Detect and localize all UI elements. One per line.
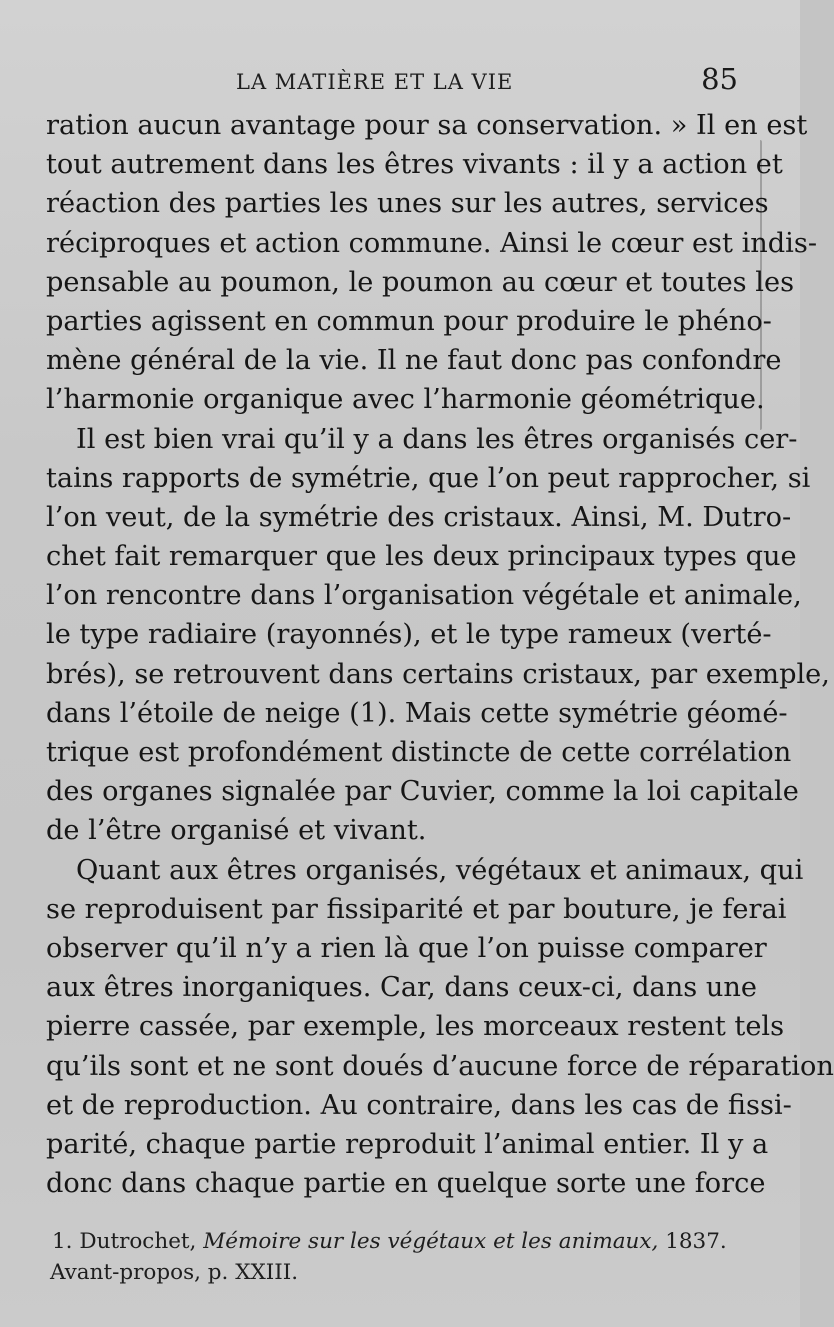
footnote-author: Dutrochet, [79,1229,197,1254]
text-line: tout autrement dans les êtres vivants : il y a action et [46,149,783,181]
text-line: et de reproduction. Au contraire, dans les cas de fissi- [46,1089,792,1121]
text-line: réciproques et action commune. Ainsi le cœur est indis- [46,227,818,259]
text-line: chet fait remarquer que les deux principaux types que [46,541,797,573]
text-line: Il est bien vrai qu’il y a dans les êtres organisés cer- [76,423,798,455]
text-line: pierre cassée, par exemple, les morceaux restent tels [46,1011,785,1043]
footnote-line-1 [50,1226,736,1257]
running-head: LA MATIÈRE ET LA VIE [236,70,514,94]
text-line: de l’être organisé et vivant. [46,815,427,847]
page-number: 85 [701,62,738,96]
body-text [46,106,834,1203]
text-line: aux êtres inorganiques. Car, dans ceux-ci, dans une [46,972,757,1004]
text-line: mène général de la vie. Il ne faut donc pas confondre [46,345,782,377]
text-line: réaction des parties les unes sur les autres, services [46,188,769,220]
text-line: trique est profondément distincte de cette corrélation [46,737,792,768]
text-line: se reproduisent par fissiparité et par bouture, je ferai [46,893,787,925]
text-line: observer qu’il n’y a rien là que l’on puisse comparer [46,932,767,964]
footnote-line-2: Avant-propos, p. XXIII. [50,1260,299,1285]
text-line: le type radiaire (rayonnés), et le type rameux (verté- [46,619,772,651]
text-line: l’on rencontre dans l’organisation végétale et animale, [46,580,802,612]
text-line: donc dans chaque partie en quelque sorte une force [46,1168,766,1200]
text-line: tains rapports de symétrie, que l’on peut rapprocher, si [46,462,811,494]
text-line: Quant aux êtres organisés, végétaux et animaux, qui [76,854,804,886]
text-line: dans l’étoile de neige (1). Mais cette symétrie géomé- [46,697,788,729]
text-line: l’harmonie organique avec l’harmonie géométrique. [46,384,765,416]
text-line: l’on veut, de la symétrie des cristaux. Ainsi, M. Dutro- [46,501,792,533]
footnote-number: 1. [52,1229,73,1254]
text-line: parties agissent en commun pour produire le phéno- [46,305,772,337]
text-line: des organes signalée par Cuvier, comme la loi capitale [46,776,799,808]
footnote [50,1226,736,1288]
text-line: pensable au poumon, le poumon au cœur et toutes les [46,266,795,298]
page-header [46,62,738,98]
text-line: qu’ils sont et ne sont doués d’aucune force de réparation [46,1050,834,1082]
text-line: brés), se retrouvent dans certains cristaux, par exemple, [46,658,830,690]
footnote-title: Mémoire sur les végétaux et les animaux, [203,1229,659,1254]
text-line: ration aucun avantage pour sa conservation. » Il en est [46,110,808,141]
text-line: parité, chaque partie reproduit l’animal entier. Il y a [46,1128,769,1160]
footnote-year: 1837. [665,1229,727,1254]
